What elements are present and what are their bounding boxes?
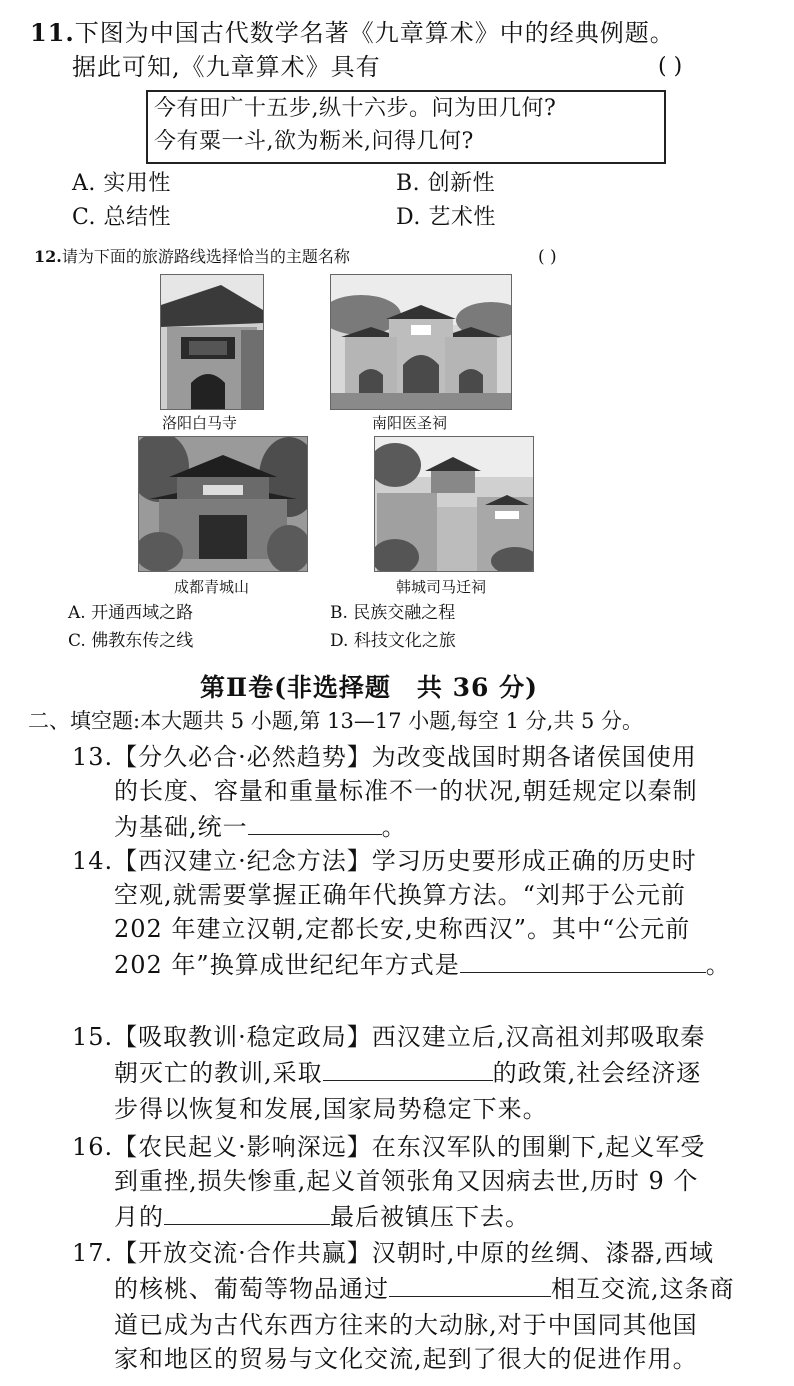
q12-option-a[interactable]: A. 开通西域之路: [68, 603, 194, 623]
q11-example-box: [146, 90, 666, 164]
q11-answer-paren[interactable]: ( ): [658, 54, 683, 79]
q11-box-line1: 今有田广十五步,纵十六步。问为田几何?: [154, 96, 557, 121]
q13-line1: 13.【分久必合·必然趋势】为改变战国时期各诸侯国使用: [72, 743, 697, 771]
q14-line3: 202 年建立汉朝,定都长安,史称西汉”。其中“公元前: [114, 915, 691, 943]
q16-line3: 月的 最后被镇压下去。: [114, 1203, 530, 1231]
memorial-archway-photo: [330, 274, 512, 410]
q14-answer-blank[interactable]: [460, 950, 706, 973]
q14-line2: 空观,就需要掌握正确年代换算方法。“刘邦于公元前: [114, 881, 686, 909]
q13-line2: 的长度、容量和重量标准不一的状况,朝廷规定以秦制: [114, 777, 698, 805]
caption-hancheng: 韩城司马迁祠: [396, 578, 487, 596]
q13-answer-blank[interactable]: [248, 812, 382, 835]
q11-option-a[interactable]: A. 实用性: [72, 171, 171, 196]
q17-answer-blank[interactable]: [389, 1274, 551, 1297]
q14-line1: 14.【西汉建立·纪念方法】学习历史要形成正确的历史时: [72, 847, 697, 875]
q11-option-c[interactable]: C. 总结性: [72, 205, 172, 230]
q14-line4: 202 年”换算成世纪纪年方式是 。: [114, 951, 731, 979]
q17-line4: 家和地区的贸易与文化交流,起到了很大的促进作用。: [114, 1345, 698, 1373]
q15-answer-blank[interactable]: [323, 1058, 493, 1081]
q12-option-c[interactable]: C. 佛教东传之线: [68, 631, 194, 651]
hilltop-shrine-photo: [374, 436, 534, 572]
q16-line1: 16.【农民起义·影响深远】在东汉军队的围剿下,起义军受: [72, 1133, 706, 1161]
mountain-temple-photo: [138, 436, 308, 572]
q11-box-line2: 今有粟一斗,欲为粝米,问得几何?: [154, 129, 474, 154]
q17-line2: 的核桃、葡萄等物品通过 相互交流,这条商: [114, 1275, 735, 1303]
q12-answer-paren[interactable]: ( ): [538, 247, 557, 267]
q11-option-b[interactable]: B. 创新性: [396, 171, 496, 196]
caption-chengdu: 成都青城山: [174, 578, 250, 596]
section-instructions: 二、填空题:本大题共 5 小题,第 13—17 小题,每空 1 分,共 5 分。: [28, 709, 644, 733]
temple-gate-photo: [160, 274, 264, 410]
caption-luoyang: 洛阳白马寺: [162, 414, 238, 432]
q12-option-b[interactable]: B. 民族交融之程: [330, 603, 456, 623]
q17-line3: 道已成为古代东西方往来的大动脉,对于中国同其他国: [114, 1311, 698, 1339]
q11-line2: 据此可知,《九章算术》具有: [72, 53, 381, 81]
q11-line1: 11.下图为中国古代数学名著《九章算术》中的经典例题。: [30, 18, 675, 47]
q13-line3: 为基础,统一 。: [114, 813, 407, 841]
section-title: 第Ⅱ卷(非选择题 共 36 分): [200, 673, 538, 702]
q16-answer-blank[interactable]: [164, 1202, 330, 1225]
q12-option-d[interactable]: D. 科技文化之旅: [330, 631, 456, 651]
q15-line1: 15.【吸取教训·稳定政局】西汉建立后,汉高祖刘邦吸取秦: [72, 1023, 706, 1051]
q17-line1: 17.【开放交流·合作共赢】汉朝时,中原的丝绸、漆器,西域: [72, 1239, 715, 1267]
q16-line2: 到重挫,损失惨重,起义首领张角又因病去世,历时 9 个: [114, 1167, 699, 1195]
caption-nanyang: 南阳医圣祠: [372, 414, 448, 432]
q15-line3: 步得以恢复和发展,国家局势稳定下来。: [114, 1095, 548, 1123]
q11-option-d[interactable]: D. 艺术性: [396, 205, 496, 230]
q15-line2: 朝灭亡的教训,采取 的政策,社会经济逐: [114, 1059, 702, 1087]
q12-text: 12.请为下面的旅游路线选择恰当的主题名称: [34, 247, 350, 266]
